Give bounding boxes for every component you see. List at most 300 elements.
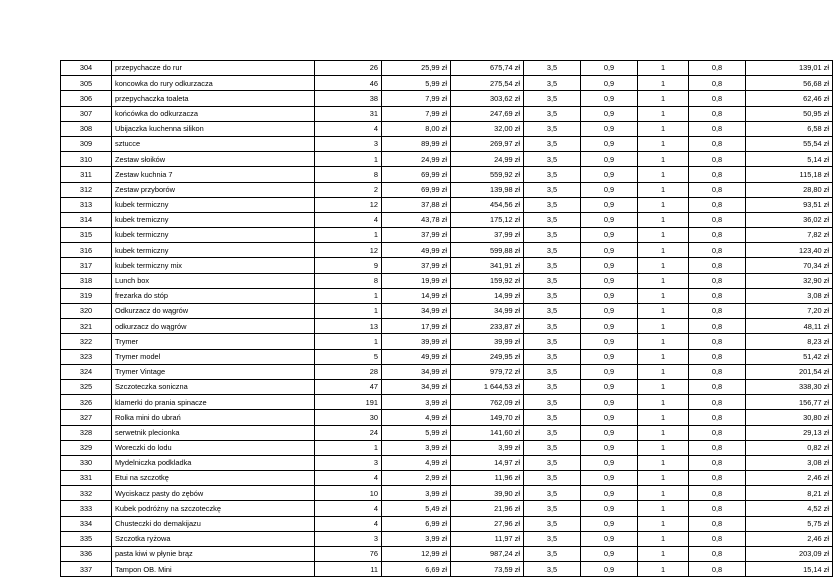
cell-line-total: 11,97 zł	[451, 531, 524, 546]
cell-unit-price: 34,99 zł	[382, 304, 451, 319]
cell-factor-a: 3,5	[524, 410, 581, 425]
cell-factor-a: 3,5	[524, 516, 581, 531]
cell-quantity: 2	[315, 182, 382, 197]
cell-line-total: 175,12 zł	[451, 212, 524, 227]
cell-index: 329	[61, 440, 112, 455]
cell-line-total: 987,24 zł	[451, 547, 524, 562]
cell-final-total: 123,40 zł	[746, 243, 833, 258]
cell-factor-b: 0,9	[581, 243, 638, 258]
cell-unit-price: 14,99 zł	[382, 288, 451, 303]
cell-factor-a: 3,5	[524, 562, 581, 577]
cell-quantity: 1	[315, 334, 382, 349]
table-row	[61, 121, 833, 136]
cell-factor-a: 3,5	[524, 319, 581, 334]
cell-factor-b: 0,9	[581, 197, 638, 212]
cell-factor-a: 3,5	[524, 273, 581, 288]
cell-final-total: 139,01 zł	[746, 61, 833, 76]
cell-final-total: 56,68 zł	[746, 76, 833, 91]
cell-factor-d: 0,8	[689, 288, 746, 303]
table-row	[61, 258, 833, 273]
cell-factor-c: 1	[638, 319, 689, 334]
cell-factor-c: 1	[638, 379, 689, 394]
cell-quantity: 12	[315, 197, 382, 212]
table-row	[61, 243, 833, 258]
cell-factor-d: 0,8	[689, 106, 746, 121]
cell-factor-c: 1	[638, 349, 689, 364]
cell-factor-b: 0,9	[581, 486, 638, 501]
cell-index: 308	[61, 121, 112, 136]
cell-index: 314	[61, 212, 112, 227]
cell-line-total: 21,96 zł	[451, 501, 524, 516]
cell-final-total: 15,14 zł	[746, 562, 833, 577]
cell-factor-c: 1	[638, 288, 689, 303]
cell-name: Woreczki do lodu	[112, 440, 315, 455]
cell-index: 334	[61, 516, 112, 531]
cell-line-total: 11,96 zł	[451, 471, 524, 486]
cell-quantity: 4	[315, 516, 382, 531]
cell-factor-b: 0,9	[581, 121, 638, 136]
cell-line-total: 269,97 zł	[451, 136, 524, 151]
cell-factor-d: 0,8	[689, 334, 746, 349]
cell-factor-c: 1	[638, 410, 689, 425]
cell-line-total: 149,70 zł	[451, 410, 524, 425]
cell-index: 306	[61, 91, 112, 106]
cell-unit-price: 3,99 zł	[382, 531, 451, 546]
table-row	[61, 562, 833, 577]
cell-final-total: 48,11 zł	[746, 319, 833, 334]
cell-index: 317	[61, 258, 112, 273]
cell-factor-d: 0,8	[689, 547, 746, 562]
cell-factor-a: 3,5	[524, 136, 581, 151]
cell-factor-c: 1	[638, 243, 689, 258]
cell-factor-d: 0,8	[689, 471, 746, 486]
cell-index: 328	[61, 425, 112, 440]
cell-name: Zestaw kuchnia 7	[112, 167, 315, 182]
cell-line-total: 141,60 zł	[451, 425, 524, 440]
cell-index: 326	[61, 395, 112, 410]
cell-factor-d: 0,8	[689, 364, 746, 379]
table-row	[61, 273, 833, 288]
table-row	[61, 197, 833, 212]
cell-index: 320	[61, 304, 112, 319]
cell-factor-b: 0,9	[581, 273, 638, 288]
cell-unit-price: 6,69 zł	[382, 562, 451, 577]
cell-line-total: 233,87 zł	[451, 319, 524, 334]
cell-quantity: 3	[315, 455, 382, 470]
table-row	[61, 91, 833, 106]
cell-name: kubek tremiczny	[112, 212, 315, 227]
cell-final-total: 62,46 zł	[746, 91, 833, 106]
cell-factor-b: 0,9	[581, 136, 638, 151]
cell-index: 318	[61, 273, 112, 288]
table-row	[61, 349, 833, 364]
cell-factor-c: 1	[638, 152, 689, 167]
cell-factor-b: 0,9	[581, 304, 638, 319]
cell-quantity: 5	[315, 349, 382, 364]
cell-factor-d: 0,8	[689, 455, 746, 470]
cell-name: Lunch box	[112, 273, 315, 288]
cell-line-total: 14,99 zł	[451, 288, 524, 303]
cell-index: 311	[61, 167, 112, 182]
cell-unit-price: 3,99 zł	[382, 440, 451, 455]
cell-factor-b: 0,9	[581, 334, 638, 349]
cell-quantity: 30	[315, 410, 382, 425]
cell-index: 315	[61, 228, 112, 243]
cell-final-total: 8,21 zł	[746, 486, 833, 501]
cell-index: 337	[61, 562, 112, 577]
cell-factor-d: 0,8	[689, 136, 746, 151]
table-row	[61, 364, 833, 379]
cell-factor-d: 0,8	[689, 91, 746, 106]
cell-factor-b: 0,9	[581, 167, 638, 182]
cell-line-total: 39,90 zł	[451, 486, 524, 501]
cell-factor-d: 0,8	[689, 562, 746, 577]
cell-quantity: 47	[315, 379, 382, 394]
cell-name: Szczoteczka soniczna	[112, 379, 315, 394]
cell-quantity: 31	[315, 106, 382, 121]
cell-final-total: 201,54 zł	[746, 364, 833, 379]
cell-line-total: 454,56 zł	[451, 197, 524, 212]
cell-quantity: 11	[315, 562, 382, 577]
cell-quantity: 1	[315, 288, 382, 303]
cell-factor-c: 1	[638, 212, 689, 227]
cell-final-total: 70,34 zł	[746, 258, 833, 273]
cell-unit-price: 8,00 zł	[382, 121, 451, 136]
cell-factor-a: 3,5	[524, 258, 581, 273]
cell-quantity: 24	[315, 425, 382, 440]
cell-factor-c: 1	[638, 364, 689, 379]
cell-factor-a: 3,5	[524, 349, 581, 364]
table-row	[61, 304, 833, 319]
cell-index: 307	[61, 106, 112, 121]
table-row	[61, 471, 833, 486]
cell-factor-a: 3,5	[524, 455, 581, 470]
cell-unit-price: 37,99 zł	[382, 258, 451, 273]
cell-factor-c: 1	[638, 121, 689, 136]
table-row	[61, 167, 833, 182]
table-row	[61, 212, 833, 227]
cell-quantity: 13	[315, 319, 382, 334]
cell-factor-a: 3,5	[524, 531, 581, 546]
cell-name: Rolka mini do ubrań	[112, 410, 315, 425]
cell-factor-d: 0,8	[689, 410, 746, 425]
cell-factor-c: 1	[638, 228, 689, 243]
cell-unit-price: 2,99 zł	[382, 471, 451, 486]
cell-factor-b: 0,9	[581, 531, 638, 546]
cell-line-total: 979,72 zł	[451, 364, 524, 379]
cell-factor-d: 0,8	[689, 182, 746, 197]
cell-factor-c: 1	[638, 455, 689, 470]
cell-unit-price: 69,99 zł	[382, 167, 451, 182]
table-row	[61, 106, 833, 121]
cell-unit-price: 17,99 zł	[382, 319, 451, 334]
cell-quantity: 12	[315, 243, 382, 258]
cell-quantity: 1	[315, 152, 382, 167]
cell-name: Mydelniczka podkladka	[112, 455, 315, 470]
cell-final-total: 51,42 zł	[746, 349, 833, 364]
cell-name: Odkurzacz do wągrów	[112, 304, 315, 319]
cell-final-total: 156,77 zł	[746, 395, 833, 410]
table-body	[61, 61, 833, 577]
cell-name: kubek termiczny	[112, 243, 315, 258]
cell-unit-price: 43,78 zł	[382, 212, 451, 227]
cell-line-total: 39,99 zł	[451, 334, 524, 349]
cell-name: Etui na szczotkę	[112, 471, 315, 486]
cell-quantity: 3	[315, 136, 382, 151]
cell-name: Wyciskacz pasty do zębów	[112, 486, 315, 501]
cell-name: serwetnik plecionka	[112, 425, 315, 440]
table-row	[61, 228, 833, 243]
cell-line-total: 3,99 zł	[451, 440, 524, 455]
cell-factor-d: 0,8	[689, 516, 746, 531]
cell-line-total: 1 644,53 zł	[451, 379, 524, 394]
cell-name: przepychaczka toaleta	[112, 91, 315, 106]
cell-final-total: 93,51 zł	[746, 197, 833, 212]
cell-index: 312	[61, 182, 112, 197]
table-row	[61, 395, 833, 410]
cell-final-total: 203,09 zł	[746, 547, 833, 562]
cell-line-total: 303,62 zł	[451, 91, 524, 106]
cell-factor-a: 3,5	[524, 152, 581, 167]
cell-name: Trymer	[112, 334, 315, 349]
cell-name: frezarka do stóp	[112, 288, 315, 303]
cell-factor-c: 1	[638, 547, 689, 562]
cell-index: 304	[61, 61, 112, 76]
cell-quantity: 191	[315, 395, 382, 410]
cell-factor-d: 0,8	[689, 531, 746, 546]
cell-factor-a: 3,5	[524, 304, 581, 319]
cell-factor-d: 0,8	[689, 152, 746, 167]
cell-line-total: 341,91 zł	[451, 258, 524, 273]
cell-final-total: 115,18 zł	[746, 167, 833, 182]
cell-name: Zestaw słoików	[112, 152, 315, 167]
cell-unit-price: 4,99 zł	[382, 455, 451, 470]
cell-line-total: 159,92 zł	[451, 273, 524, 288]
cell-name: klamerki do prania spinacze	[112, 395, 315, 410]
cell-final-total: 2,46 zł	[746, 531, 833, 546]
cell-unit-price: 6,99 zł	[382, 516, 451, 531]
cell-name: sztucce	[112, 136, 315, 151]
cell-unit-price: 7,99 zł	[382, 91, 451, 106]
table-row	[61, 516, 833, 531]
cell-final-total: 5,14 zł	[746, 152, 833, 167]
cell-factor-b: 0,9	[581, 212, 638, 227]
cell-factor-a: 3,5	[524, 379, 581, 394]
cell-quantity: 8	[315, 273, 382, 288]
table-row	[61, 440, 833, 455]
cell-final-total: 29,13 zł	[746, 425, 833, 440]
cell-factor-c: 1	[638, 167, 689, 182]
cell-line-total: 675,74 zł	[451, 61, 524, 76]
cell-index: 310	[61, 152, 112, 167]
cell-final-total: 32,90 zł	[746, 273, 833, 288]
cell-line-total: 247,69 zł	[451, 106, 524, 121]
cell-index: 333	[61, 501, 112, 516]
cell-line-total: 34,99 zł	[451, 304, 524, 319]
cell-index: 325	[61, 379, 112, 394]
cell-quantity: 9	[315, 258, 382, 273]
cell-factor-d: 0,8	[689, 395, 746, 410]
cell-factor-c: 1	[638, 106, 689, 121]
cell-factor-b: 0,9	[581, 471, 638, 486]
cell-unit-price: 49,99 zł	[382, 243, 451, 258]
cell-factor-d: 0,8	[689, 121, 746, 136]
cell-factor-b: 0,9	[581, 152, 638, 167]
cell-factor-a: 3,5	[524, 121, 581, 136]
cell-index: 323	[61, 349, 112, 364]
cell-factor-b: 0,9	[581, 562, 638, 577]
cell-factor-c: 1	[638, 334, 689, 349]
cell-name: Ubijaczka kuchenna silikon	[112, 121, 315, 136]
cell-factor-b: 0,9	[581, 106, 638, 121]
cell-factor-c: 1	[638, 486, 689, 501]
cell-factor-b: 0,9	[581, 501, 638, 516]
cell-unit-price: 19,99 zł	[382, 273, 451, 288]
cell-final-total: 0,82 zł	[746, 440, 833, 455]
cell-name: Tampon OB. Mini	[112, 562, 315, 577]
cell-final-total: 6,58 zł	[746, 121, 833, 136]
cell-factor-a: 3,5	[524, 425, 581, 440]
cell-factor-d: 0,8	[689, 440, 746, 455]
cell-factor-c: 1	[638, 182, 689, 197]
cell-factor-a: 3,5	[524, 91, 581, 106]
cell-factor-b: 0,9	[581, 61, 638, 76]
cell-index: 331	[61, 471, 112, 486]
cell-factor-d: 0,8	[689, 76, 746, 91]
cell-unit-price: 3,99 zł	[382, 486, 451, 501]
cell-final-total: 338,30 zł	[746, 379, 833, 394]
cell-factor-b: 0,9	[581, 379, 638, 394]
cell-quantity: 1	[315, 228, 382, 243]
cell-line-total: 139,98 zł	[451, 182, 524, 197]
cell-factor-a: 3,5	[524, 288, 581, 303]
cell-name: Kubek podróżny na szczoteczkę	[112, 501, 315, 516]
cell-factor-b: 0,9	[581, 182, 638, 197]
cell-name: kubek termiczny	[112, 228, 315, 243]
cell-final-total: 28,80 zł	[746, 182, 833, 197]
cell-index: 332	[61, 486, 112, 501]
cell-factor-d: 0,8	[689, 349, 746, 364]
cell-factor-b: 0,9	[581, 228, 638, 243]
cell-factor-b: 0,9	[581, 91, 638, 106]
cell-index: 335	[61, 531, 112, 546]
cell-final-total: 4,52 zł	[746, 501, 833, 516]
cell-quantity: 4	[315, 471, 382, 486]
table-row	[61, 319, 833, 334]
cell-factor-d: 0,8	[689, 486, 746, 501]
cell-line-total: 27,96 zł	[451, 516, 524, 531]
table-row	[61, 486, 833, 501]
cell-factor-a: 3,5	[524, 167, 581, 182]
cell-factor-a: 3,5	[524, 486, 581, 501]
cell-factor-a: 3,5	[524, 228, 581, 243]
cell-index: 330	[61, 455, 112, 470]
cell-name: przepychacze do rur	[112, 61, 315, 76]
cell-unit-price: 5,49 zł	[382, 501, 451, 516]
cell-unit-price: 7,99 zł	[382, 106, 451, 121]
cell-factor-d: 0,8	[689, 501, 746, 516]
cell-line-total: 275,54 zł	[451, 76, 524, 91]
table-row	[61, 410, 833, 425]
table-row	[61, 455, 833, 470]
cell-factor-c: 1	[638, 516, 689, 531]
table-row	[61, 61, 833, 76]
cell-factor-c: 1	[638, 258, 689, 273]
cell-name: Chusteczki do demakijazu	[112, 516, 315, 531]
cell-final-total: 8,23 zł	[746, 334, 833, 349]
cell-factor-d: 0,8	[689, 273, 746, 288]
cell-quantity: 76	[315, 547, 382, 562]
cell-final-total: 30,80 zł	[746, 410, 833, 425]
cell-unit-price: 12,99 zł	[382, 547, 451, 562]
cell-unit-price: 69,99 zł	[382, 182, 451, 197]
cell-index: 321	[61, 319, 112, 334]
cell-final-total: 7,20 zł	[746, 304, 833, 319]
cell-factor-c: 1	[638, 91, 689, 106]
cell-index: 309	[61, 136, 112, 151]
table-row	[61, 76, 833, 91]
cell-name: kubek termiczny	[112, 197, 315, 212]
cell-name: końcówka do odkurzacza	[112, 106, 315, 121]
cell-factor-a: 3,5	[524, 61, 581, 76]
cell-factor-d: 0,8	[689, 425, 746, 440]
cell-factor-b: 0,9	[581, 547, 638, 562]
cell-factor-a: 3,5	[524, 501, 581, 516]
cell-final-total: 7,82 zł	[746, 228, 833, 243]
cell-quantity: 10	[315, 486, 382, 501]
cell-factor-a: 3,5	[524, 76, 581, 91]
cell-quantity: 4	[315, 212, 382, 227]
cell-quantity: 1	[315, 440, 382, 455]
table-row	[61, 547, 833, 562]
cell-index: 319	[61, 288, 112, 303]
cell-final-total: 36,02 zł	[746, 212, 833, 227]
cell-factor-b: 0,9	[581, 76, 638, 91]
cell-line-total: 599,88 zł	[451, 243, 524, 258]
inventory-table	[60, 60, 833, 577]
cell-index: 316	[61, 243, 112, 258]
cell-name: pasta kiwi w płynie brąz	[112, 547, 315, 562]
cell-quantity: 28	[315, 364, 382, 379]
cell-name: Trymer model	[112, 349, 315, 364]
cell-factor-b: 0,9	[581, 395, 638, 410]
cell-factor-a: 3,5	[524, 334, 581, 349]
cell-quantity: 38	[315, 91, 382, 106]
cell-factor-c: 1	[638, 562, 689, 577]
cell-index: 305	[61, 76, 112, 91]
cell-factor-a: 3,5	[524, 182, 581, 197]
cell-line-total: 24,99 zł	[451, 152, 524, 167]
cell-unit-price: 39,99 zł	[382, 334, 451, 349]
cell-factor-b: 0,9	[581, 258, 638, 273]
cell-factor-d: 0,8	[689, 319, 746, 334]
cell-factor-c: 1	[638, 136, 689, 151]
cell-factor-d: 0,8	[689, 379, 746, 394]
cell-final-total: 2,46 zł	[746, 471, 833, 486]
cell-factor-a: 3,5	[524, 471, 581, 486]
cell-unit-price: 24,99 zł	[382, 152, 451, 167]
cell-factor-b: 0,9	[581, 516, 638, 531]
cell-name: Szczotka ryżowa	[112, 531, 315, 546]
cell-line-total: 14,97 zł	[451, 455, 524, 470]
cell-factor-d: 0,8	[689, 304, 746, 319]
cell-line-total: 559,92 zł	[451, 167, 524, 182]
cell-index: 336	[61, 547, 112, 562]
cell-factor-b: 0,9	[581, 288, 638, 303]
cell-index: 322	[61, 334, 112, 349]
cell-factor-d: 0,8	[689, 212, 746, 227]
cell-factor-d: 0,8	[689, 61, 746, 76]
